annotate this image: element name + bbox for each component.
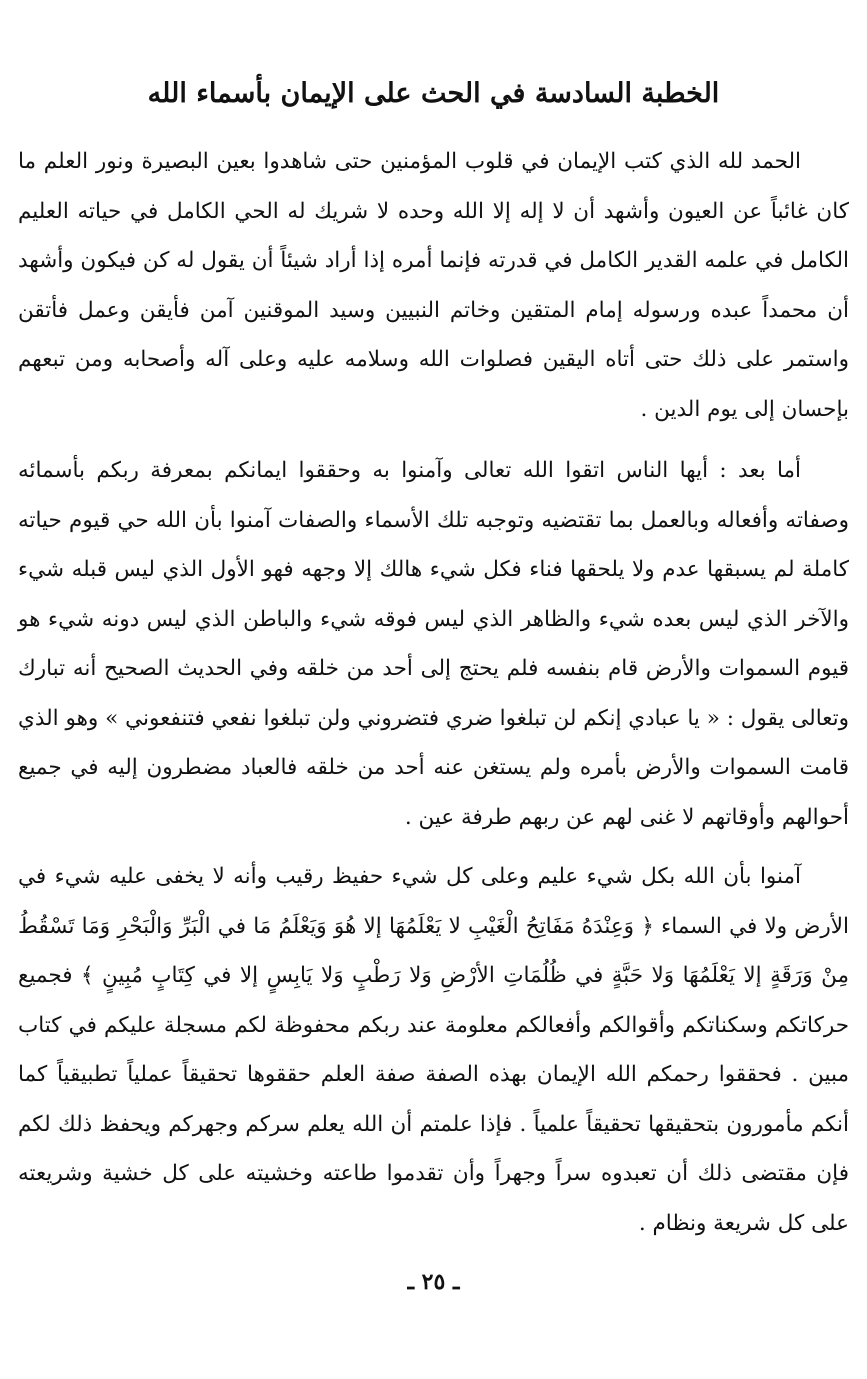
- page-number: ـ ٢٥ ـ: [407, 1269, 460, 1295]
- paragraph-text: أما بعد : أيها الناس اتقوا الله تعالى وآمنوا به وحققوا ايمانكم بمعرفة ربكم بأسمائه وصفاته وأفعاله وبالعمل بما تقتضيه وتوجبه تلك الأسماء والصفات آمنوا بأن الله حي قيوم حياته كاملة لم يسبقها عدم ولا يلحقها فناء فكل شيء هالك إلا وجهه فهو الأول الذي ليس قبله شيء والآخر الذي ليس بعده شيء والظاهر الذي ليس فوقه شيء والباطن الذي ليس دونه شيء هو قيوم السموات والأرض قام بنفسه فلم يحتج إلى أحد من خلقه وفي الحديث الصحيح أنه تبارك وتعالى يقول : « يا عبادي إنكم لن تبلغوا ضري فتضروني ولن تبلغوا نفعي فتنفعوني » وهو الذي قامت السموات والأرض بأمره ولم يستغن عنه أحد من خلقه فالعباد مضطرون إليه في جميع أحوالهم وأوقاتهم لا غنى لهم عن ربهم طرفة عين .: [18, 458, 849, 830]
- sermon-title: الخطبة السادسة في الحث على الإيمان بأسماء الله: [147, 78, 720, 109]
- paragraph-text: آمنوا بأن الله بكل شيء عليم وعلى كل شيء حفيظ رقيب وأنه لا يخفى عليه شيء في الأرض ولا في السماء ﴿ وَعِنْدَهُ مَفَاتِحُ الْغَيْبِ لا يَعْلَمُهَا إلا هُوَ وَيَعْلَمُ مَا في الْبَرِّ وَالْبَحْرِ وَمَا تَسْقُطُ مِنْ وَرَقَةٍ إلا يَعْلَمُهَا وَلا حَبَّةٍ في ظُلُمَاتِ الأرْضِ وَلا رَطْبٍ وَلا يَابِسٍ إلا في كِتَابٍ مُبِينٍ ﴾ فجميع حركاتكم وسكناتكم وأقوالكم وأفعالكم معلومة عند ربكم محفوظة لكم مسجلة عليكم في كتاب مبين . فحققوا رحمكم الله الإيمان بهذه الصفة صفة العلم حققوها تحقيقاً عملياً تطبيقياً كما أنكم مأمورون بتحقيقها تحقيقاً علمياً . فإذا علمتم أن الله يعلم سركم وجهركم ويحفظ ذلك لكم فإن مقتضى ذلك أن تعبدوه سراً وجهراً وأن تقدموا طاعته وخشيته على كل خشية وشريعته على كل شريعة ونظام .: [18, 864, 849, 1236]
- paragraph-opening-praise: [18, 137, 849, 434]
- paragraph-knowledge: [18, 852, 849, 1248]
- paragraph-text: الحمد لله الذي كتب الإيمان في قلوب المؤمنين حتى شاهدوا بعين البصيرة ونور العلم ما كان غائباً عن العيون وأشهد أن لا إله إلا الله وحده لا شريك له الحي الكامل في حياته العليم الكامل في علمه القدير الكامل في قدرته فإنما أمره إذا أراد شيئاً أن يقول له كن فيكون وأشهد أن محمداً عبده ورسوله إمام المتقين وخاتم النبيين وسيد الموقنين آمن فأيقن وعمل فأتقن واستمر على ذلك حتى أتاه اليقين فصلوات الله وسلامه عليه وعلى آله وأصحابه ومن تبعهم بإحسان إلى يوم الدين .: [18, 149, 849, 422]
- paragraph-amma-bad: [18, 446, 849, 842]
